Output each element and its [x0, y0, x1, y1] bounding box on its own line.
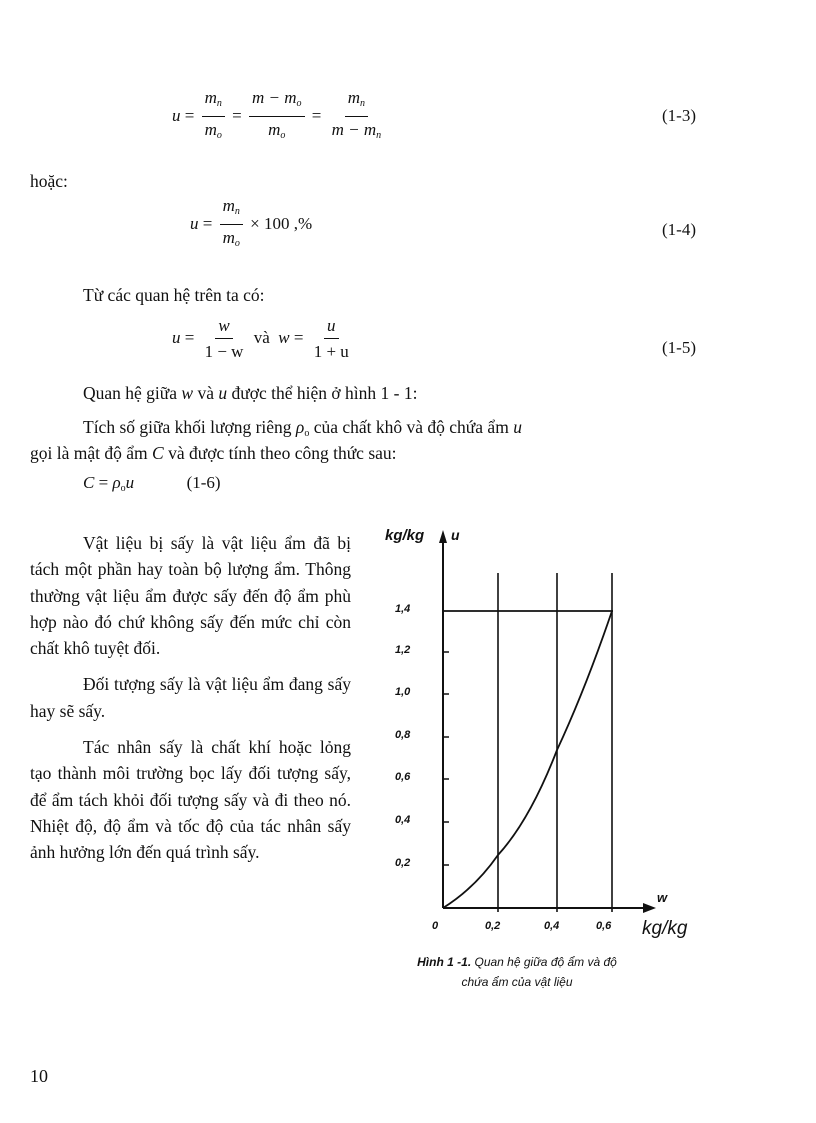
var-w: w: [181, 383, 194, 403]
subscript: o: [234, 238, 240, 249]
x-axis-label: w: [657, 890, 668, 905]
fraction: [249, 88, 305, 146]
text-span: của chất khô và độ chứa ẩm: [309, 417, 514, 437]
y-tick-label: 0,8: [395, 729, 411, 741]
paragraph-drying-agent: Tác nhân sấy là chất khí hoặc lỏng tạo thành môi trường bọc lấy đối tượng sấy, để ẩm tách khỏi đối tượng sấy và đi theo nó. Nhiệt độ, độ ẩm và tốc độ của tác nhân sấy ảnh hưởng lớn đến quá trình sấy.: [30, 737, 351, 863]
caption-label: Hình 1 -1.: [417, 955, 472, 969]
fraction: [220, 196, 243, 254]
var-u: u: [125, 473, 135, 492]
numerator: m − m: [251, 88, 297, 107]
equation-number: (1-3): [662, 106, 696, 125]
text-span: Tích số giữa khối lượng riêng: [83, 417, 296, 437]
denominator: 1 + u: [313, 342, 349, 361]
numerator: m: [347, 88, 360, 107]
subscript: o: [216, 130, 222, 141]
equation-1-3: u = $\frac{m_n}{m_o}$ = $\frac{m - m_o}{m_o}$ = $\frac{m_n}{m - m_n}$: [172, 88, 387, 146]
y-tick-label: 0,6: [395, 771, 411, 783]
equation-number: (1-4): [662, 220, 696, 239]
curve-u-vs-w: [443, 611, 612, 908]
y-axis-arrow-icon: [439, 530, 447, 543]
var-u: u: [513, 417, 522, 437]
var-C: C: [83, 473, 95, 492]
eq-multiplier: × 100 ,%: [250, 213, 313, 233]
y-tick-label: 0,4: [395, 814, 411, 826]
x-tick-label: 0: [432, 920, 439, 932]
figure-caption: [377, 952, 657, 992]
y-axis-label: u: [451, 527, 460, 543]
text-span: và: [193, 383, 219, 403]
subscript: n: [234, 206, 240, 217]
fraction: [311, 316, 352, 362]
equation-1-4: u = $\frac{m_n}{m_o}$ × 100 ,%: [190, 196, 312, 254]
y-tick-label: 1,4: [395, 603, 411, 615]
eq-lhs: u: [172, 327, 181, 347]
subscript: o: [296, 98, 302, 109]
var-C: C: [152, 443, 164, 463]
subscript: n: [360, 98, 365, 109]
numerator: m: [222, 196, 235, 215]
var-rho: ρ: [112, 473, 121, 492]
text-span: và được tính theo công thức sau:: [163, 443, 397, 463]
connector-text: hoặc:: [30, 171, 68, 191]
fraction: [202, 316, 247, 362]
eq-conjunction: và: [253, 327, 270, 347]
figure-chart: [370, 520, 710, 920]
paragraph-dried-material: Vật liệu bị sấy là vật liệu ẩm đã bị tách một phần hay toàn bộ lượng ẩm. Thông thường vật liệu ẩm được sấy đến độ ẩm phù hợp nào đó chứ không sấy đến mức chỉ còn chất khô tuyệt đối.: [30, 533, 351, 659]
fraction: [329, 88, 385, 146]
subscript: n: [216, 98, 222, 109]
page-number: 10: [30, 1066, 48, 1086]
body-text: Từ các quan hệ trên ta có:: [83, 285, 265, 305]
denominator: m: [268, 120, 281, 139]
eq-lhs: u: [172, 105, 181, 125]
text-span: gọi là mật độ ẩm: [30, 443, 152, 463]
y-tick-label: 1,2: [395, 644, 411, 656]
body-text: [83, 380, 417, 406]
denominator: m: [204, 120, 217, 139]
x-tick-label: 0,2: [485, 920, 501, 932]
y-axis-unit: kg/kg: [385, 527, 425, 544]
equation-1-6: $C = \rho_ou$ (1-6): [83, 473, 221, 494]
caption-text: chứa ẩm của vật liệu: [461, 975, 573, 989]
eq-lhs: u: [190, 213, 199, 233]
subscript: o: [304, 428, 310, 439]
paragraph-drying-object: Đối tượng sấy là vật liệu ẩm đang sấy hay sẽ sấy.: [30, 674, 351, 721]
text-column: [30, 530, 351, 866]
denominator: 1 − w: [204, 342, 244, 361]
denominator: m: [222, 228, 235, 247]
numerator: w: [215, 316, 232, 339]
subscript: o: [280, 130, 286, 141]
equation-1-5: u = $\frac{w}{1 - w}$ và w = $\frac{u}{1 + u}$: [172, 316, 355, 362]
numerator: m: [204, 88, 217, 107]
caption-text: Quan hệ giữa độ ẩm và độ: [471, 955, 617, 969]
eq-lhs: w: [278, 327, 290, 347]
text-span: Quan hệ giữa: [83, 383, 182, 403]
body-text: [30, 440, 397, 466]
x-axis-arrow-icon: [643, 903, 656, 913]
fraction: [202, 88, 225, 146]
equation-number: (1-6): [186, 473, 221, 492]
y-tick-label: 0,2: [395, 857, 411, 869]
subscript: o: [120, 483, 126, 494]
x-axis-unit: kg/kg: [642, 918, 688, 939]
var-rho: ρ: [295, 417, 305, 437]
x-tick-label: 0,6: [596, 920, 612, 932]
y-tick-label: 1,0: [395, 686, 411, 698]
x-tick-label: 0,4: [544, 920, 560, 932]
text-span: được thể hiện ở hình 1 - 1:: [227, 383, 418, 403]
numerator: u: [324, 316, 339, 339]
subscript: n: [376, 130, 382, 141]
var-u: u: [218, 383, 228, 403]
equation-number: (1-5): [662, 338, 696, 357]
denominator: m − m: [331, 120, 377, 139]
